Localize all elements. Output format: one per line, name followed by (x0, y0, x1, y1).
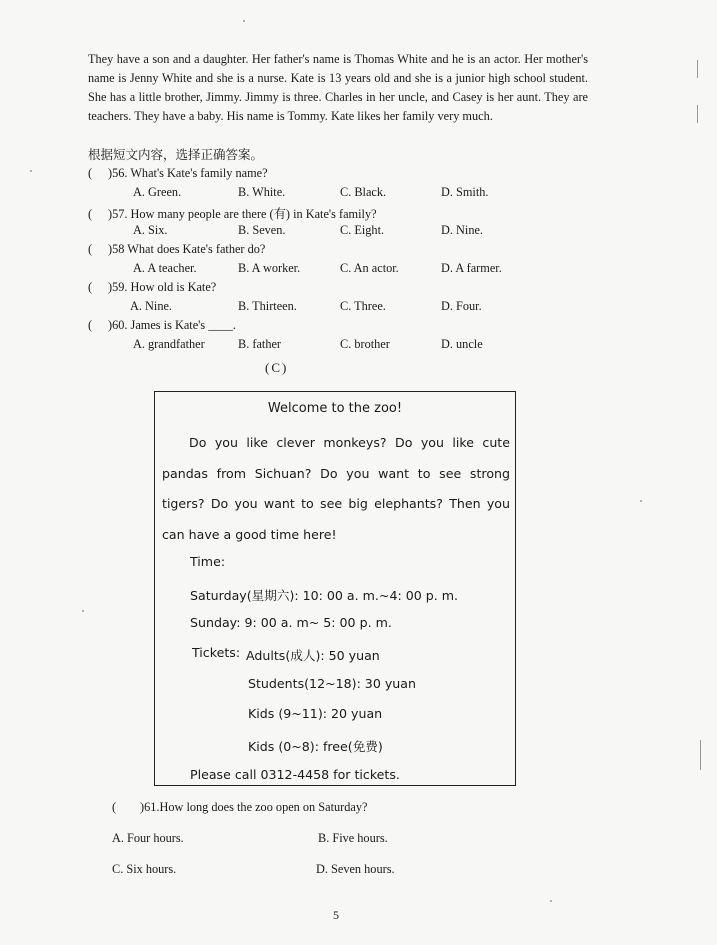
question-stem: )58 What does Kate's father do? (108, 242, 266, 256)
sunday-hours: Sunday: 9: 00 a. m~ 5: 00 p. m. (190, 615, 392, 630)
notice-body: Do you like clever monkeys? Do you like cute pandas from Sichuan? Do you want to see strong tigers? Do you want to see big elephants? Then you can have a good time here! (162, 435, 510, 542)
question-56 (88, 166, 268, 181)
passage-paragraph: They have a son and a daughter. Her father's name is Thomas White and he is an actor. Her mother's name is Jenny White and she is a nurse. Kate is 13 years old and she is a junior high school student. She has a little brother, Jimmy. Jimmy is three. Charles in her uncle, and Casey is her aunt. They are teachers. They have a baby. His name is Tommy. Kate likes her family very much. (88, 52, 588, 123)
q57-option-a: A. Six. (133, 223, 168, 237)
kids-0-8-price: Kids (0~8): free(免费) (248, 739, 383, 754)
saturday-hours: Saturday(星期六): 10: 00 a. m.~4: 00 p. m. (190, 588, 459, 603)
question-59 (88, 280, 216, 295)
question-57 (88, 204, 377, 222)
scan-speck (243, 20, 245, 22)
page-number: 5 (333, 908, 339, 922)
scan-speck (697, 60, 698, 78)
scan-speck (30, 170, 32, 172)
question-stem: )60. James is Kate's ____. (108, 318, 236, 332)
q58-option-b: B. A worker. (238, 261, 301, 275)
q58-option-a: A. A teacher. (133, 261, 197, 275)
question-58 (88, 242, 265, 257)
q59-option-a: A. Nine. (130, 299, 173, 313)
q56-option-d: D. Smith. (441, 185, 489, 199)
section-c-label: (C) (265, 360, 289, 375)
call-for-tickets: Please call 0312-4458 for tickets. (190, 767, 400, 782)
question-stem: )57. How many people are there (有) in Kate's family? (108, 207, 377, 221)
scan-speck (82, 610, 84, 612)
scan-speck (697, 105, 698, 123)
q58-option-d: D. A farmer. (441, 261, 502, 275)
answer-paren[interactable]: ( (88, 207, 93, 221)
q56-option-c: C. Black. (340, 185, 387, 199)
scan-speck (550, 900, 552, 902)
q59-option-d: D. Four. (441, 299, 482, 313)
q60-option-d: D. uncle (441, 337, 483, 351)
q57-option-c: C. Eight. (340, 223, 385, 237)
q59-option-b: B. Thirteen. (238, 299, 297, 313)
time-label: Time: (190, 554, 226, 569)
students-price: Students(12~18): 30 yuan (248, 676, 416, 691)
notice-title: Welcome to the zoo! (267, 401, 403, 416)
answer-paren[interactable]: ( (88, 318, 93, 332)
adults-price: Adults(成人): 50 yuan (246, 648, 380, 663)
q57-option-d: D. Nine. (441, 223, 484, 237)
question-61 (112, 800, 367, 815)
q57-option-b: B. Seven. (238, 223, 286, 237)
q59-option-c: C. Three. (340, 299, 386, 313)
question-stem: )56. What's Kate's family name? (108, 166, 268, 180)
q61-option-b: B. Five hours. (318, 831, 388, 845)
question-stem: )59. How old is Kate? (108, 280, 217, 294)
q61-option-d: D. Seven hours. (316, 862, 395, 876)
answer-paren[interactable]: ( (88, 242, 93, 256)
answer-paren[interactable]: ( (112, 800, 117, 814)
zoo-notice-box (154, 391, 516, 786)
kids-9-11-price: Kids (9~11): 20 yuan (248, 706, 383, 721)
q61-option-a: A. Four hours. (112, 831, 184, 845)
instruction: 根据短文内容，选择正确答案。 (88, 148, 264, 162)
scan-speck (640, 500, 642, 502)
q56-option-a: A. Green. (133, 185, 182, 199)
scan-speck (700, 740, 701, 770)
q56-option-b: B. White. (238, 185, 286, 199)
q58-option-c: C. An actor. (340, 261, 399, 275)
question-stem: )61.How long does the zoo open on Saturday? (140, 800, 368, 814)
q60-option-a: A. grandfather (133, 337, 205, 351)
q60-option-b: B. father (238, 337, 282, 351)
q60-option-c: C. brother (340, 337, 390, 351)
tickets-label: Tickets: (192, 645, 241, 660)
answer-paren[interactable]: ( (88, 166, 93, 180)
q61-option-c: C. Six hours. (112, 862, 177, 876)
question-60 (88, 318, 236, 333)
answer-paren[interactable]: ( (88, 280, 93, 294)
